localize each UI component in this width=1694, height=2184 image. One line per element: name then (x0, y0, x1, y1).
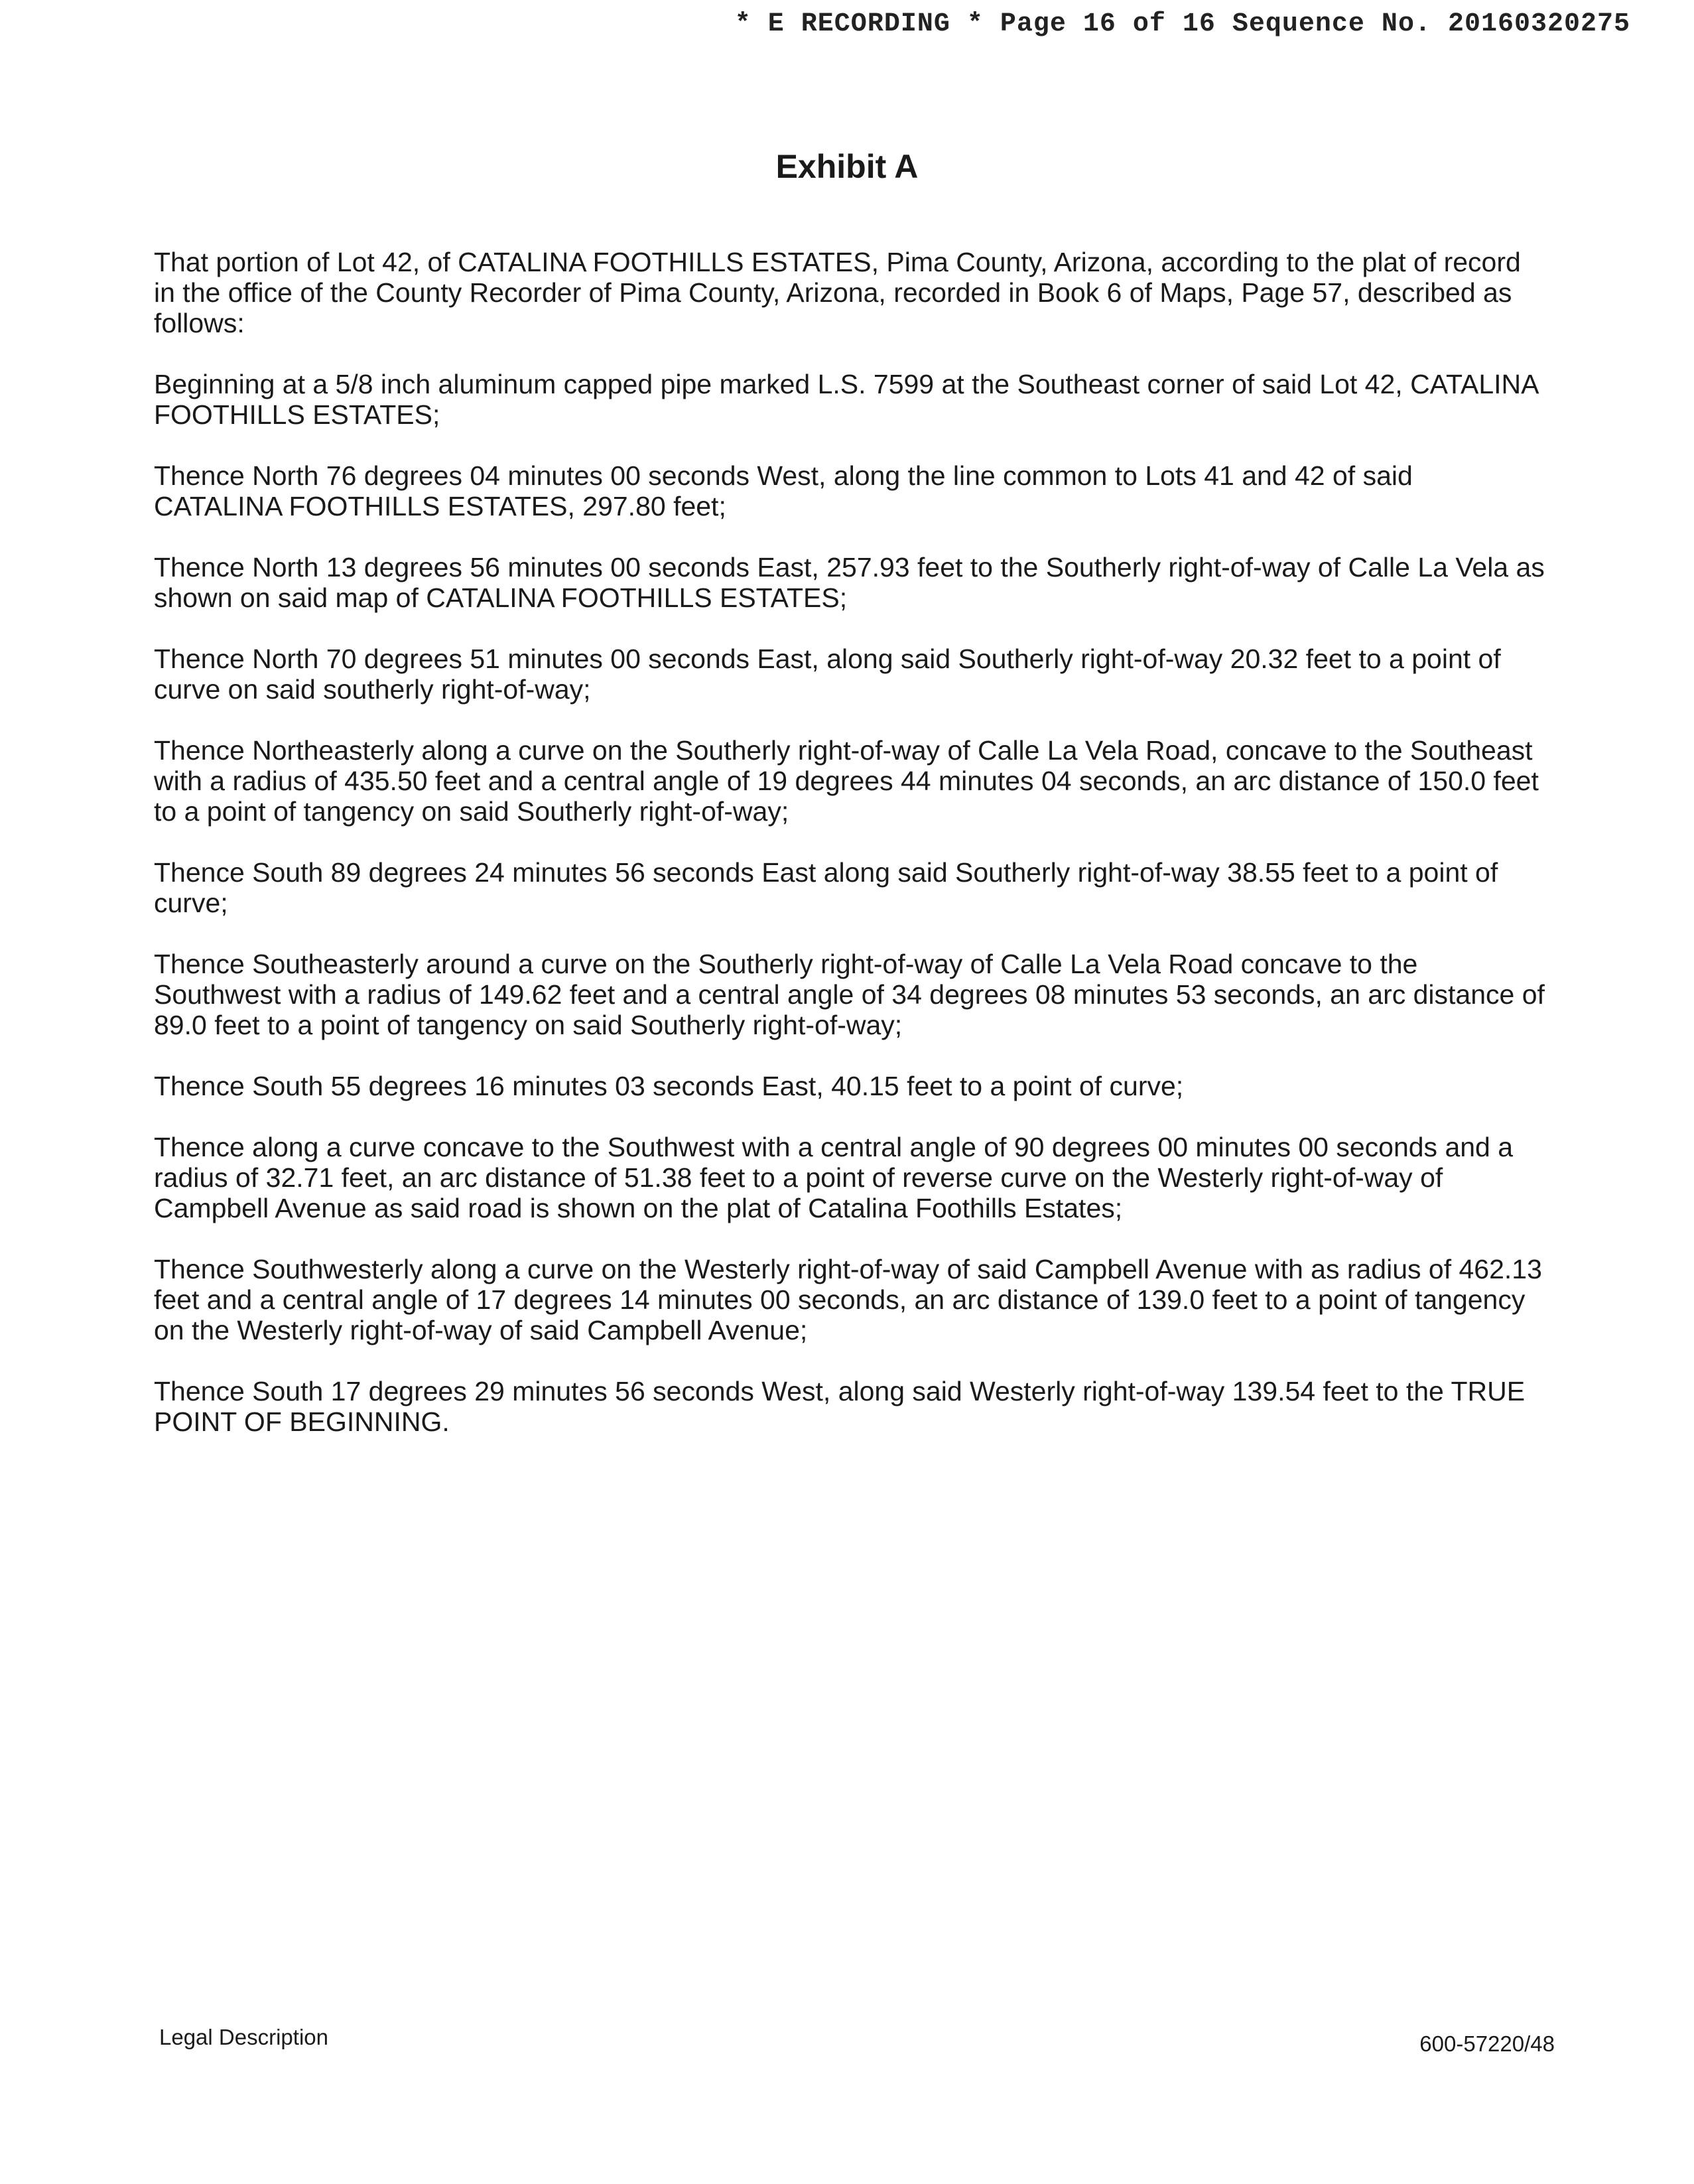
paragraph-course: Thence Southwesterly along a curve on the Westerly right-of-way of said Campbell Avenue with as radius of 462.13 feet and a central angle of 17 degrees 14 minutes 00 seconds, an arc distance of 139.0 feet to a point of tangency on the Westerly right-of-way of said Campbell Avenue; (154, 1254, 1542, 1345)
paragraph-closing: Thence South 17 degrees 29 minutes 56 seconds West, along said Westerly right-of-way 139.54 feet to the TRUE POINT OF BEGINNING. (154, 1376, 1526, 1437)
paragraph-course: Thence Northeasterly along a curve on the Southerly right-of-way of Calle La Vela Road, concave to the Southeast with a radius of 435.50 feet and a central angle of 19 degrees 44 minutes 04 seconds, an arc distance of 150.0 feet to a point of tangency on said Southerly right-of-way; (154, 735, 1539, 827)
paragraph-beginning: Beginning at a 5/8 inch aluminum capped pipe marked L.S. 7599 at the Southeast corner of said Lot 42, CATALINA FOOTHILLS ESTATES; (154, 369, 1538, 430)
footer-file-code: 600-57220/48 (1419, 2031, 1555, 2056)
page-title: Exhibit A (775, 148, 919, 185)
legal-description-body (154, 247, 1547, 1467)
recording-header: * E RECORDING * Page 16 of 16 Sequence No. 20160320275 (734, 9, 1630, 39)
paragraph-course: Thence along a curve concave to the Southwest with a central angle of 90 degrees 00 minutes 00 seconds and a radius of 32.71 feet, an arc distance of 51.38 feet to a point of reverse curve on the Westerly right-of-way of Campbell Avenue as said road is shown on the plat of Catalina Foothills Estates; (154, 1132, 1514, 1223)
footer-label: Legal Description (159, 2025, 328, 2049)
paragraph-course: Thence North 13 degrees 56 minutes 00 seconds East, 257.93 feet to the Southerly right-of-way of Calle La Vela as shown on said map of CATALINA FOOTHILLS ESTATES; (154, 552, 1545, 613)
paragraph-course: Thence North 70 degrees 51 minutes 00 seconds East, along said Southerly right-of-way 20.32 feet to a point of curve on said southerly right-of-way; (154, 644, 1501, 705)
paragraph-course: Thence North 76 degrees 04 minutes 00 seconds West, along the line common to Lots 41 and 42 of said CATALINA FOOTHILLS ESTATES, 297.80 feet; (154, 460, 1413, 521)
paragraph-course: Thence South 89 degrees 24 minutes 56 seconds East along said Southerly right-of-way 38.55 feet to a point of curve; (154, 857, 1498, 918)
paragraph-course: Thence South 55 degrees 16 minutes 03 seconds East, 40.15 feet to a point of curve; (154, 1071, 1184, 1101)
paragraph-course: Thence Southeasterly around a curve on the Southerly right-of-way of Calle La Vela Road concave to the Southwest with a radius of 149.62 feet and a central angle of 34 degrees 08 minutes 53 seconds, an arc distance of 89.0 feet to a point of tangency on said Southerly right-of-way; (154, 949, 1545, 1040)
paragraph-intro: That portion of Lot 42, of CATALINA FOOTHILLS ESTATES, Pima County, Arizona, according to the plat of record in the office of the County Recorder of Pima County, Arizona, recorded in Book 6 of Maps, Page 57, described as follows: (154, 247, 1521, 338)
